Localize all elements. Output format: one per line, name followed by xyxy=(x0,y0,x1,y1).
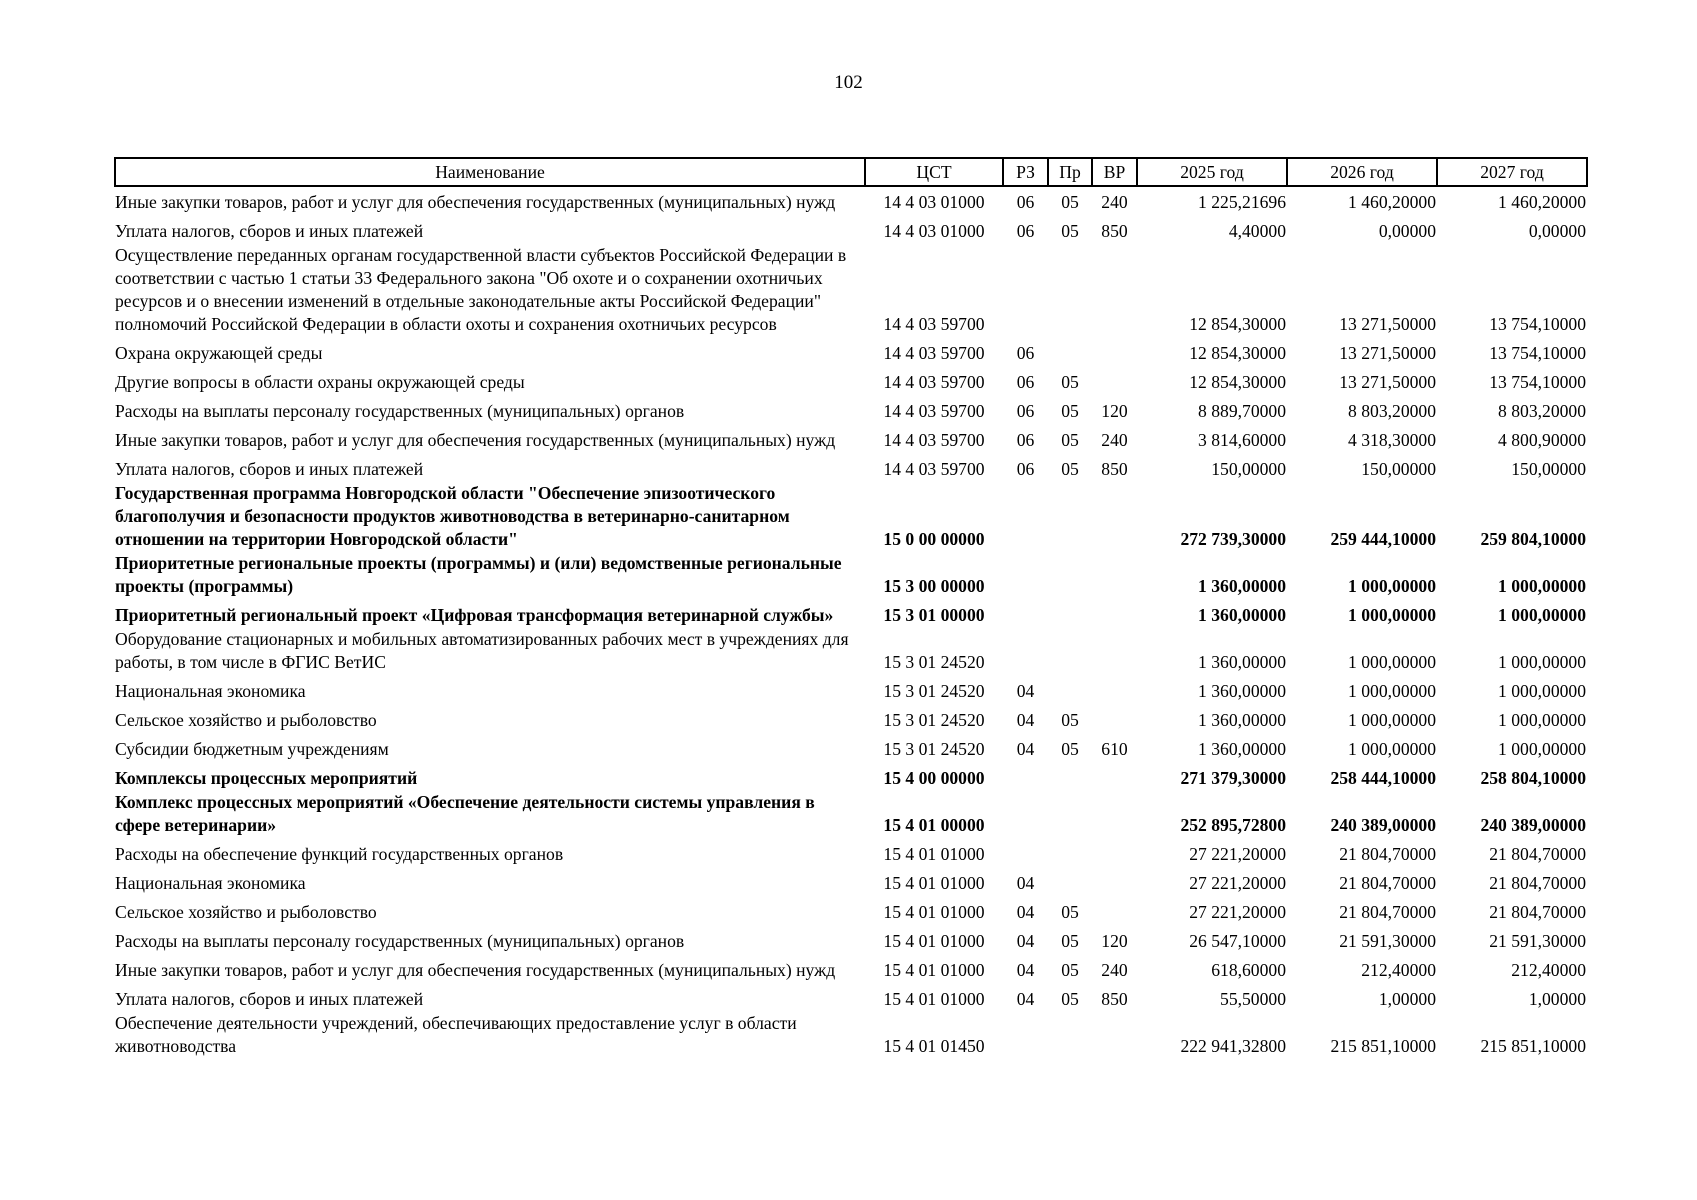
cell-vr xyxy=(1092,675,1137,704)
cell-cst: 15 4 00 00000 xyxy=(883,768,985,788)
cell-2027: 8 803,20000 xyxy=(1498,401,1586,421)
cell-2025: 252 895,72800 xyxy=(1180,815,1286,835)
table-row xyxy=(115,983,1587,1012)
cell-rz: 06 xyxy=(1016,343,1035,363)
cell-vr: 120 xyxy=(1101,931,1128,951)
cell-pr xyxy=(1048,244,1092,337)
cell-name: Расходы на выплаты персоналу государственных (муниципальных) органов xyxy=(115,401,685,421)
table-row xyxy=(115,838,1587,867)
table-row xyxy=(115,395,1587,424)
cell-cst: 14 4 03 59700 xyxy=(883,459,985,479)
cell-2025: 618,60000 xyxy=(1211,960,1286,980)
cell-rz xyxy=(1003,552,1048,599)
table-row xyxy=(115,925,1587,954)
header-2027: 2027 год xyxy=(1437,158,1587,186)
cell-2026: 8 803,20000 xyxy=(1348,401,1436,421)
cell-2025: 26 547,10000 xyxy=(1189,931,1286,951)
cell-pr xyxy=(1048,791,1092,838)
table-row xyxy=(115,482,1587,552)
table-row xyxy=(115,337,1587,366)
cell-2025: 150,00000 xyxy=(1211,459,1286,479)
cell-2026: 240 389,00000 xyxy=(1330,815,1436,835)
cell-rz: 04 xyxy=(1016,960,1035,980)
cell-pr xyxy=(1048,762,1092,791)
cell-2027: 0,00000 xyxy=(1528,221,1586,241)
cell-rz: 04 xyxy=(1016,681,1035,701)
cell-vr: 240 xyxy=(1101,960,1128,980)
cell-cst: 15 3 01 24520 xyxy=(883,739,985,759)
cell-rz xyxy=(1003,244,1048,337)
cell-2027: 4 800,90000 xyxy=(1498,430,1586,450)
cell-rz xyxy=(1003,838,1048,867)
cell-cst: 15 4 01 01000 xyxy=(883,873,985,893)
cell-name: Государственная программа Новгородской области "Обеспечение эпизоотического благополучия и безопасности продуктов животноводства в ветеринарно-санитарном отношении на территории Новгородской области" xyxy=(115,483,790,549)
cell-2025: 55,50000 xyxy=(1220,989,1286,1009)
cell-2025: 1 360,00000 xyxy=(1198,681,1286,701)
cell-2026: 1 000,00000 xyxy=(1348,576,1436,596)
cell-vr xyxy=(1092,552,1137,599)
cell-vr: 850 xyxy=(1101,989,1128,1009)
cell-cst: 15 4 01 00000 xyxy=(883,815,985,835)
cell-2025: 27 221,20000 xyxy=(1189,844,1286,864)
table-row xyxy=(115,896,1587,925)
cell-2026: 13 271,50000 xyxy=(1339,372,1436,392)
cell-rz xyxy=(1003,599,1048,628)
cell-pr: 05 xyxy=(1061,221,1079,241)
cell-cst: 15 3 01 00000 xyxy=(883,605,985,625)
cell-2025: 1 360,00000 xyxy=(1198,605,1286,625)
cell-2025: 27 221,20000 xyxy=(1189,902,1286,922)
cell-2027: 1 000,00000 xyxy=(1498,681,1586,701)
cell-2025: 12 854,30000 xyxy=(1189,314,1286,334)
table-row xyxy=(115,366,1587,395)
cell-pr xyxy=(1048,599,1092,628)
cell-2025: 222 941,32800 xyxy=(1180,1036,1286,1056)
cell-2026: 21 804,70000 xyxy=(1339,902,1436,922)
cell-2027: 212,40000 xyxy=(1511,960,1586,980)
cell-vr xyxy=(1092,1012,1137,1059)
cell-2027: 21 804,70000 xyxy=(1489,902,1586,922)
cell-rz: 04 xyxy=(1016,989,1035,1009)
cell-name: Сельское хозяйство и рыболовство xyxy=(115,902,377,922)
cell-rz xyxy=(1003,482,1048,552)
table-row xyxy=(115,215,1587,244)
cell-pr: 05 xyxy=(1061,710,1079,730)
cell-2026: 259 444,10000 xyxy=(1330,529,1436,549)
cell-name: Расходы на выплаты персоналу государственных (муниципальных) органов xyxy=(115,931,685,951)
cell-2027: 13 754,10000 xyxy=(1489,343,1586,363)
table-row xyxy=(115,552,1587,599)
cell-2027: 258 804,10000 xyxy=(1480,768,1586,788)
cell-2025: 272 739,30000 xyxy=(1180,529,1286,549)
table-row xyxy=(115,453,1587,482)
cell-2027: 21 591,30000 xyxy=(1489,931,1586,951)
cell-vr xyxy=(1092,366,1137,395)
cell-2027: 13 754,10000 xyxy=(1489,372,1586,392)
cell-pr: 05 xyxy=(1061,430,1079,450)
cell-rz xyxy=(1003,628,1048,675)
table-row xyxy=(115,244,1587,337)
cell-pr xyxy=(1048,628,1092,675)
cell-name: Уплата налогов, сборов и иных платежей xyxy=(115,989,424,1009)
table-row xyxy=(115,954,1587,983)
cell-vr xyxy=(1092,337,1137,366)
cell-cst: 15 3 00 00000 xyxy=(883,576,985,596)
cell-rz: 06 xyxy=(1016,192,1035,212)
cell-pr xyxy=(1048,838,1092,867)
header-pr: Пр xyxy=(1048,158,1092,186)
table-row xyxy=(115,424,1587,453)
cell-rz: 04 xyxy=(1016,902,1035,922)
cell-pr: 05 xyxy=(1061,459,1079,479)
cell-name: Расходы на обеспечение функций государственных органов xyxy=(115,844,564,864)
cell-cst: 14 4 03 59700 xyxy=(883,314,985,334)
cell-name: Национальная экономика xyxy=(115,681,306,701)
table-row xyxy=(115,599,1587,628)
cell-cst: 15 4 01 01000 xyxy=(883,989,985,1009)
cell-2026: 1,00000 xyxy=(1378,989,1436,1009)
header-2025: 2025 год xyxy=(1137,158,1287,186)
cell-name: Иные закупки товаров, работ и услуг для обеспечения государственных (муниципальных) нужд xyxy=(115,430,836,450)
cell-pr xyxy=(1048,337,1092,366)
cell-name: Оборудование стационарных и мобильных автоматизированных рабочих мест в учреждениях для работы, в том числе в ФГИС ВетИС xyxy=(115,629,849,672)
cell-cst: 14 4 03 59700 xyxy=(883,401,985,421)
cell-cst: 15 4 01 01000 xyxy=(883,902,985,922)
table-row xyxy=(115,186,1587,215)
cell-rz: 04 xyxy=(1016,739,1035,759)
cell-2026: 1 000,00000 xyxy=(1348,710,1436,730)
cell-2026: 4 318,30000 xyxy=(1348,430,1436,450)
table-header xyxy=(115,158,1587,186)
cell-pr: 05 xyxy=(1061,989,1079,1009)
cell-name: Приоритетный региональный проект «Цифровая трансформация ветеринарной службы» xyxy=(115,605,834,625)
cell-vr: 850 xyxy=(1101,459,1128,479)
cell-pr: 05 xyxy=(1061,739,1079,759)
cell-2026: 21 591,30000 xyxy=(1339,931,1436,951)
cell-name: Комплекс процессных мероприятий «Обеспечение деятельности системы управления в сфере ветеринарии» xyxy=(115,792,815,835)
cell-2027: 259 804,10000 xyxy=(1480,529,1586,549)
cell-rz: 04 xyxy=(1016,931,1035,951)
cell-name: Уплата налогов, сборов и иных платежей xyxy=(115,459,424,479)
cell-2026: 0,00000 xyxy=(1378,221,1436,241)
cell-2026: 21 804,70000 xyxy=(1339,873,1436,893)
cell-vr xyxy=(1092,838,1137,867)
cell-2027: 1 000,00000 xyxy=(1498,576,1586,596)
cell-name: Другие вопросы в области охраны окружающей среды xyxy=(115,372,525,392)
cell-pr xyxy=(1048,675,1092,704)
cell-2027: 21 804,70000 xyxy=(1489,873,1586,893)
cell-2026: 1 460,20000 xyxy=(1348,192,1436,212)
cell-2026: 1 000,00000 xyxy=(1348,739,1436,759)
cell-2025: 1 360,00000 xyxy=(1198,652,1286,672)
table-row xyxy=(115,762,1587,791)
cell-2026: 13 271,50000 xyxy=(1339,314,1436,334)
cell-vr xyxy=(1092,896,1137,925)
cell-cst: 15 0 00 00000 xyxy=(883,529,985,549)
cell-2025: 1 360,00000 xyxy=(1198,739,1286,759)
cell-cst: 15 4 01 01000 xyxy=(883,931,985,951)
cell-pr xyxy=(1048,482,1092,552)
table-row xyxy=(115,733,1587,762)
cell-name: Субсидии бюджетным учреждениям xyxy=(115,739,389,759)
cell-2027: 1 000,00000 xyxy=(1498,710,1586,730)
cell-2025: 1 225,21696 xyxy=(1198,192,1286,212)
cell-vr: 120 xyxy=(1101,401,1128,421)
cell-2026: 1 000,00000 xyxy=(1348,652,1436,672)
cell-2025: 3 814,60000 xyxy=(1198,430,1286,450)
cell-pr: 05 xyxy=(1061,372,1079,392)
cell-2027: 1 000,00000 xyxy=(1498,605,1586,625)
cell-pr: 05 xyxy=(1061,192,1079,212)
cell-pr: 05 xyxy=(1061,902,1079,922)
cell-2025: 1 360,00000 xyxy=(1198,710,1286,730)
budget-table xyxy=(114,157,1588,1059)
cell-cst: 14 4 03 59700 xyxy=(883,430,985,450)
cell-2025: 12 854,30000 xyxy=(1189,372,1286,392)
cell-2026: 1 000,00000 xyxy=(1348,605,1436,625)
cell-pr: 05 xyxy=(1061,401,1079,421)
cell-name: Иные закупки товаров, работ и услуг для обеспечения государственных (муниципальных) нужд xyxy=(115,960,836,980)
cell-2025: 12 854,30000 xyxy=(1189,343,1286,363)
cell-vr xyxy=(1092,762,1137,791)
cell-rz: 06 xyxy=(1016,372,1035,392)
cell-pr: 05 xyxy=(1061,931,1079,951)
cell-rz: 06 xyxy=(1016,459,1035,479)
cell-vr xyxy=(1092,791,1137,838)
cell-name: Обеспечение деятельности учреждений, обеспечивающих предоставление услуг в области животноводства xyxy=(115,1013,797,1056)
cell-cst: 14 4 03 59700 xyxy=(883,343,985,363)
cell-2027: 1,00000 xyxy=(1528,989,1586,1009)
cell-rz: 04 xyxy=(1016,873,1035,893)
cell-cst: 15 3 01 24520 xyxy=(883,710,985,730)
cell-pr xyxy=(1048,1012,1092,1059)
cell-rz xyxy=(1003,791,1048,838)
cell-2026: 212,40000 xyxy=(1361,960,1436,980)
cell-2025: 27 221,20000 xyxy=(1189,873,1286,893)
cell-2027: 1 000,00000 xyxy=(1498,739,1586,759)
cell-vr: 240 xyxy=(1101,192,1128,212)
cell-vr xyxy=(1092,628,1137,675)
cell-2026: 258 444,10000 xyxy=(1330,768,1436,788)
cell-cst: 14 4 03 59700 xyxy=(883,372,985,392)
cell-2026: 21 804,70000 xyxy=(1339,844,1436,864)
table-row xyxy=(115,704,1587,733)
cell-name: Иные закупки товаров, работ и услуг для обеспечения государственных (муниципальных) нужд xyxy=(115,192,836,212)
cell-pr: 05 xyxy=(1061,960,1079,980)
cell-vr: 240 xyxy=(1101,430,1128,450)
cell-cst: 15 3 01 24520 xyxy=(883,681,985,701)
cell-cst: 15 4 01 01450 xyxy=(883,1036,985,1056)
cell-name: Комплексы процессных мероприятий xyxy=(115,768,418,788)
cell-2027: 215 851,10000 xyxy=(1480,1036,1586,1056)
cell-2026: 13 271,50000 xyxy=(1339,343,1436,363)
cell-2027: 1 460,20000 xyxy=(1498,192,1586,212)
table-row xyxy=(115,628,1587,675)
cell-name: Охрана окружающей среды xyxy=(115,343,323,363)
cell-2026: 150,00000 xyxy=(1361,459,1436,479)
cell-cst: 15 3 01 24520 xyxy=(883,652,985,672)
cell-rz: 06 xyxy=(1016,401,1035,421)
cell-pr xyxy=(1048,867,1092,896)
cell-cst: 14 4 03 01000 xyxy=(883,221,985,241)
cell-rz: 06 xyxy=(1016,221,1035,241)
cell-rz xyxy=(1003,1012,1048,1059)
header-rz: РЗ xyxy=(1003,158,1048,186)
cell-name: Сельское хозяйство и рыболовство xyxy=(115,710,377,730)
cell-vr xyxy=(1092,482,1137,552)
cell-cst: 15 4 01 01000 xyxy=(883,960,985,980)
cell-2027: 21 804,70000 xyxy=(1489,844,1586,864)
cell-vr xyxy=(1092,599,1137,628)
cell-2025: 271 379,30000 xyxy=(1180,768,1286,788)
cell-2026: 215 851,10000 xyxy=(1330,1036,1436,1056)
cell-2027: 150,00000 xyxy=(1511,459,1586,479)
cell-vr xyxy=(1092,704,1137,733)
cell-rz: 06 xyxy=(1016,430,1035,450)
cell-name: Приоритетные региональные проекты (программы) и (или) ведомственные региональные проекты (программы) xyxy=(115,553,842,596)
cell-cst: 15 4 01 01000 xyxy=(883,844,985,864)
cell-name: Осуществление переданных органам государственной власти субъектов Российской Федерации в соответствии с частью 1 статьи 33 Федерального закона "Об охоте и о сохранении охотничьих ресурсов и о внесении изменений в отдельные законодательные акты Российской Федерации" полномочий Российской Федерации в области охоты и сохранения охотничьих ресурсов xyxy=(115,245,847,334)
table-row xyxy=(115,1012,1587,1059)
table-body xyxy=(115,186,1587,1059)
cell-2027: 240 389,00000 xyxy=(1480,815,1586,835)
cell-vr: 610 xyxy=(1101,739,1128,759)
cell-pr xyxy=(1048,552,1092,599)
table-row xyxy=(115,867,1587,896)
header-name: Наименование xyxy=(115,158,865,186)
table-row xyxy=(115,675,1587,704)
page-number: 102 xyxy=(834,72,863,93)
cell-name: Уплата налогов, сборов и иных платежей xyxy=(115,221,424,241)
cell-2027: 1 000,00000 xyxy=(1498,652,1586,672)
cell-vr: 850 xyxy=(1101,221,1128,241)
header-vr: ВР xyxy=(1092,158,1137,186)
cell-2025: 8 889,70000 xyxy=(1198,401,1286,421)
cell-rz xyxy=(1003,762,1048,791)
cell-cst: 14 4 03 01000 xyxy=(883,192,985,212)
cell-2025: 4,40000 xyxy=(1228,221,1286,241)
header-cst: ЦСТ xyxy=(865,158,1003,186)
cell-rz: 04 xyxy=(1016,710,1035,730)
cell-2027: 13 754,10000 xyxy=(1489,314,1586,334)
cell-vr xyxy=(1092,867,1137,896)
cell-name: Национальная экономика xyxy=(115,873,306,893)
header-2026: 2026 год xyxy=(1287,158,1437,186)
cell-2026: 1 000,00000 xyxy=(1348,681,1436,701)
table-row xyxy=(115,791,1587,838)
cell-2025: 1 360,00000 xyxy=(1198,576,1286,596)
cell-vr xyxy=(1092,244,1137,337)
